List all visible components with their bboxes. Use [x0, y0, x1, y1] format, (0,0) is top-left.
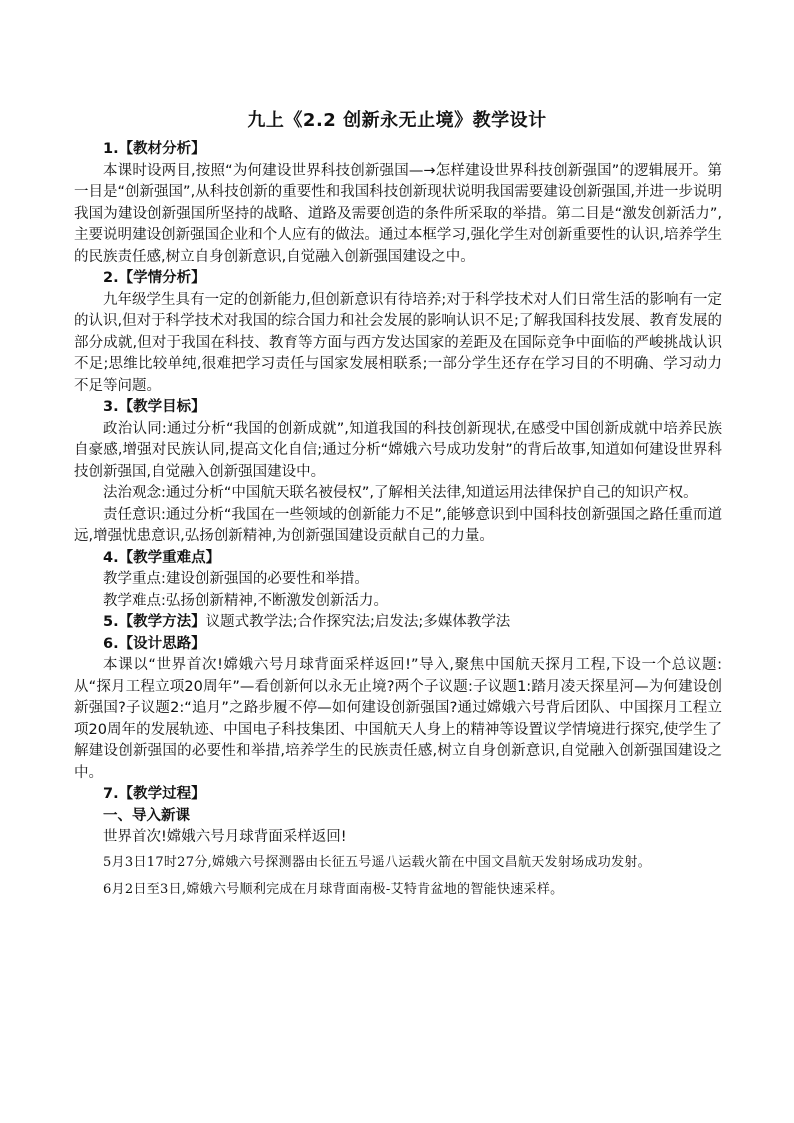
section-title: 【教学重难点】 [118, 549, 221, 566]
subheading-introduction: 一、导入新课 [103, 807, 190, 824]
section-title: 【教材分析】 [118, 141, 206, 157]
document-body [74, 139, 722, 903]
section-number: 2. [103, 270, 119, 286]
paragraph-student-analysis: 九年级学生具有一定的创新能力,但创新意识有待培养;对于科学技术对人们日常生活的影响有一定的认识,但对于科学技术对我国的综合国力和社会发展的影响认识不足;了解我国科技发展、教育发展的部分成就,但对于我国在科技、教育等方面与西方发达国家的差距及在国际竞争中面临的严峻挑战认识不足;思维比较单纯,很难把学习责任与国家发展相联系;一部分学生还存在学习目的不明确、学习动力不足等问题。 [74, 291, 722, 394]
section-number: 4. [103, 549, 119, 566]
page-title: 九上《2.2 创新永无止境》教学设计 [247, 110, 547, 131]
section-number: 5. [103, 614, 119, 630]
paragraph-goal-responsibility: 责任意识:通过分析“我国在一些领域的创新能力不足”,能够意识到中国科技创新强国之路任重而道远,增强忧患意识,弘扬创新精神,为创新强国建设贡献自己的力量。 [74, 506, 723, 544]
section-title: 【教学方法】 [118, 614, 206, 630]
section-heading-2 [74, 268, 722, 290]
paragraph-difficult-point: 教学难点:弘扬创新精神,不断激发创新活力。 [103, 592, 388, 609]
paragraph-goal-political: 政治认同:通过分析“我国的创新成就”,知道我国的科技创新现状,在感受中国创新成就中培养民族自豪感,增强对民族认同,提高文化自信;通过分析“嫦娥六号成功发射”的背后故事,知道如何建设世界科技创新强国,自觉融入创新强国建设中。 [74, 420, 722, 480]
teaching-methods-text: 议题式教学法;合作探究法;启发法;多媒体教学法 [205, 614, 511, 630]
section-number: 6. [103, 635, 119, 652]
paragraph-launch-news: 5月3日17时27分,嫦娥六号探测器由长征五号遥八运载火箭在中国文昌航天发射场成功发射。 [103, 854, 651, 870]
section-title: 【教学目标】 [118, 399, 206, 415]
section-heading-5 [74, 612, 722, 634]
paragraph-key-point: 教学重点:建设创新强国的必要性和举措。 [103, 571, 369, 587]
section-heading-3 [74, 397, 722, 419]
section-title: 【教学过程】 [118, 786, 206, 802]
section-heading-4 [74, 548, 722, 570]
section-heading-1 [74, 139, 722, 161]
section-number: 3. [103, 399, 119, 415]
section-number: 7. [103, 786, 119, 802]
paragraph-textbook-analysis: 本课时设两目,按照“为何建设世界科技创新强国—→怎样建设世界科技创新强国”的逻辑展开。第一目是“创新强国”,从科技创新的重要性和我国科技创新现状说明我国需要建设创新强国,并进一步说明我国为建设创新强国所坚持的战略、道路及需要创造的条件所采取的举措。第二目是“激发创新活力”,主要说明建设创新强国企业和个人应有的做法。通过本框学习,强化学生对创新重要性的认识,培养学生的民族责任感,树立自身创新意识,自觉融入创新强国建设之中。 [74, 162, 722, 265]
paragraph-design-idea: 本课以“世界首次!嫦娥六号月球背面采样返回!”导入,聚焦中国航天探月工程,下设一个总议题:从“探月工程立项20周年”—看创新何以永无止境?两个子议题:子议题1:踏月凌天探星河—为何建设创新强国?子议题2:“追月”之路步履不停—如何建设创新强国?通过嫦娥六号背后团队、中国探月工程立项20周年的发展轨迹、中国电子科技集团、中国航天人身上的精神等设置议学情境进行探究,使学生了解建设创新强国的必要性和举措,培养学生的民族责任感,树立自身创新意识,自觉融入创新强国建设之中。 [74, 657, 722, 781]
section-title: 【设计思路】 [118, 635, 206, 652]
section-number: 1. [103, 141, 119, 157]
section-title: 【学情分析】 [118, 270, 206, 286]
paragraph-goal-legal: 法治观念:通过分析“中国航天联名被侵权”,了解相关法律,知道运用法律保护自己的知识产权。 [103, 485, 698, 501]
section-heading-7 [74, 784, 722, 806]
paragraph-intro-headline: 世界首次!嫦娥六号月球背面采样返回! [103, 829, 347, 845]
paragraph-sampling-news: 6月2日至3日,嫦娥六号顺利完成在月球背面南极-艾特肯盆地的智能快速采样。 [103, 881, 564, 897]
section-heading-6 [74, 634, 722, 656]
